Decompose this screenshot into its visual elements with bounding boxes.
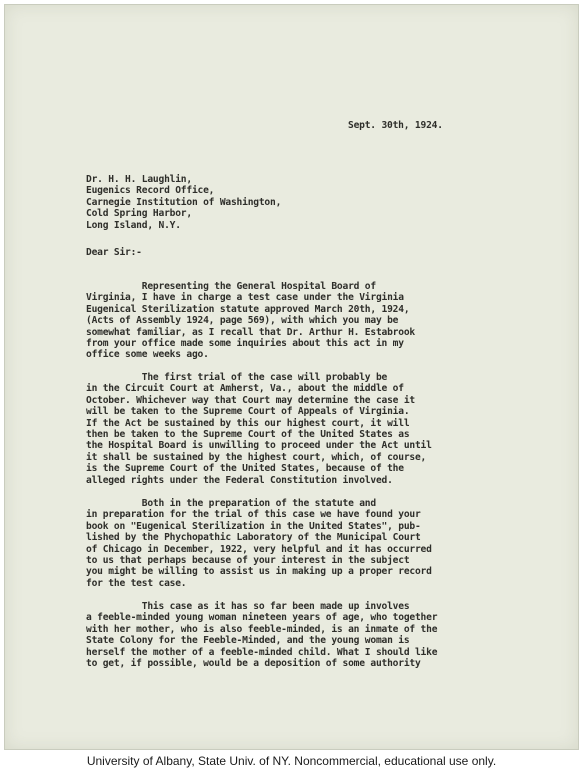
paragraph-line: in the Circuit Court at Amherst, Va., about the middle of — [86, 383, 404, 395]
paragraph-line: lished by the Phychopathic Laboratory of the Municipal Court — [86, 532, 421, 544]
letter-date: Sept. 30th, 1924. — [348, 120, 443, 131]
paragraph-line: in preparation for the trial of this case we have found your — [86, 509, 421, 521]
paragraph-line: for the test case. — [86, 577, 187, 589]
paragraph-line: with her mother, who is also feeble-minded, is an inmate of the — [86, 623, 438, 635]
salutation: Dear Sir:- — [86, 247, 142, 258]
paragraph-line: This case as it has so far been made up involves — [86, 601, 410, 612]
typed-letter — [4, 4, 579, 750]
address-line: Eugenics Record Office, — [86, 185, 215, 197]
paragraph-line: Eugenical Sterilization statute approved March 20th, 1924, — [86, 303, 410, 315]
paragraph-line: If the Act be sustained by this our highest court, it will — [86, 417, 410, 429]
paragraph-line: to get, if possible, would be a deposition of some authority — [86, 658, 421, 670]
paragraph-line: book on "Eugenical Sterilization in the United States", pub- — [86, 520, 421, 532]
paragraph-line: is the Supreme Court of the United States, because of the — [86, 463, 404, 475]
paragraph-line: somewhat familiar, as I recall that Dr. Arthur H. Estabrook — [86, 326, 415, 338]
paragraph-line: October. Whichever way that Court may determine the case it — [86, 394, 415, 406]
paragraph-2 — [86, 372, 526, 486]
address-line: Cold Spring Harbor, — [86, 208, 192, 220]
paragraph-4 — [86, 601, 526, 669]
address-line: Dr. H. H. Laughlin, — [86, 174, 192, 185]
paragraph-line: will be taken to the Supreme Court of Appeals of Virginia. — [86, 406, 410, 418]
paragraph-line: Both in the preparation of the statute and — [86, 498, 376, 509]
paragraph-line: then be taken to the Supreme Court of the United States as — [86, 429, 410, 441]
paragraph-3 — [86, 498, 526, 589]
paragraph-line: office some weeks ago. — [86, 349, 209, 361]
paragraph-line: from your office made some inquiries about this act in my — [86, 338, 404, 350]
address-line: Long Island, N.Y. — [86, 219, 181, 231]
recipient-address — [86, 174, 281, 231]
paragraph-line: (Acts of Assembly 1924, page 569), with which you may be — [86, 315, 399, 327]
paragraph-line: alleged rights under the Federal Constitution involved. — [86, 474, 393, 486]
paragraph-1 — [86, 281, 526, 361]
letter-scan — [4, 4, 579, 750]
paragraph-line: to us that perhaps because of your interest in the subject — [86, 555, 410, 567]
paragraph-line: herself the mother of a feeble-minded child. What I should like — [86, 646, 438, 658]
paragraph-line: of Chicago in December, 1922, very helpful and it has occurred — [86, 543, 432, 555]
paragraph-line: Representing the General Hospital Board of — [86, 281, 376, 292]
paragraph-line: a feeble-minded young woman nineteen years of age, who together — [86, 612, 438, 624]
paragraph-line: the Hospital Board is unwilling to proceed under the Act until — [86, 440, 432, 452]
address-line: Carnegie Institution of Washington, — [86, 196, 282, 208]
paragraph-line: you might be willing to assist us in making up a proper record — [86, 566, 432, 578]
paragraph-line: Virginia, I have in charge a test case under the Virginia — [86, 292, 404, 304]
paragraph-line: State Colony for the Feeble-Minded, and the young woman is — [86, 635, 410, 647]
paragraph-line: it shall be sustained by the highest court, which, of course, — [86, 451, 427, 463]
usage-caption: University of Albany, State Univ. of NY. Noncommercial, educational use only. — [86, 754, 497, 768]
paragraph-line: The first trial of the case will probably be — [86, 372, 388, 383]
